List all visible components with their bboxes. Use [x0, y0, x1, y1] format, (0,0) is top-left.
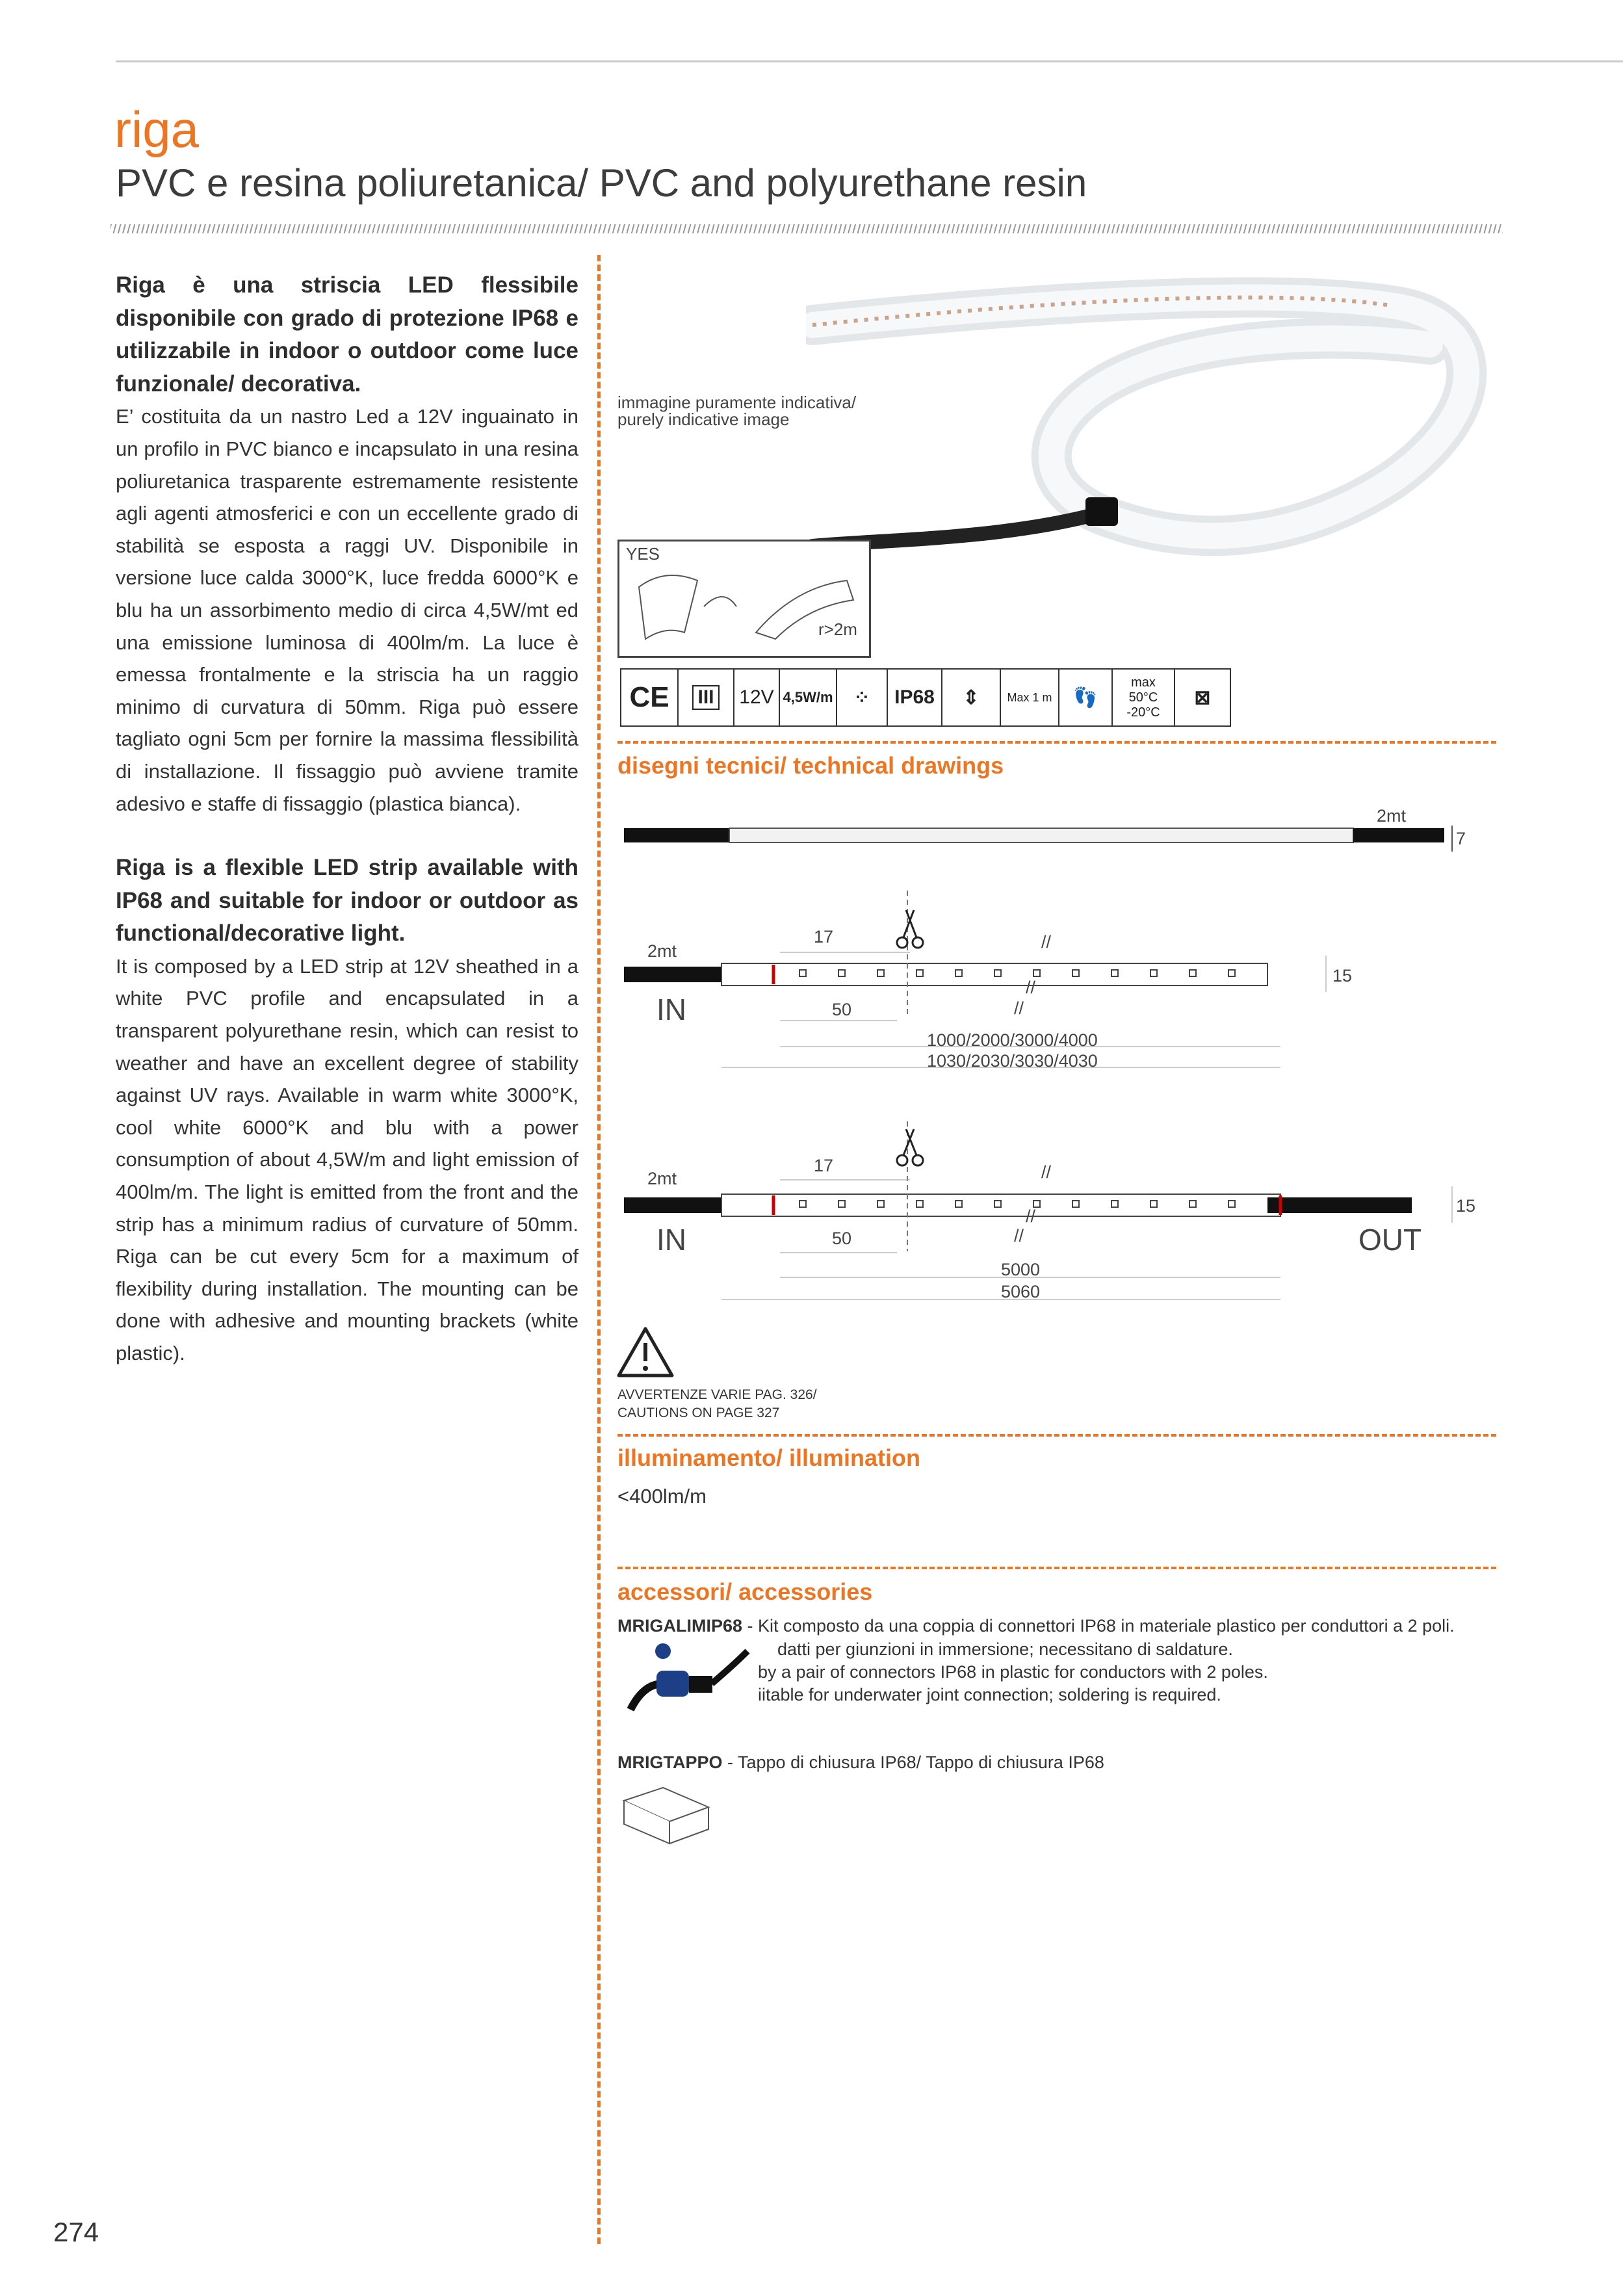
- d2-15-label: 15: [1456, 1196, 1476, 1216]
- d2-length-a: 5000: [1001, 1260, 1041, 1279]
- max-length-icon: Max 1 m: [1001, 670, 1059, 725]
- ce-icon: CE: [621, 670, 679, 725]
- d1-15-label: 15: [1332, 966, 1353, 985]
- body-it: E’ costituita da un nastro Led a 12V inguainato in un profilo in PVC bianco e incapsulato in una resina poliuretanica trasparente estremamente resistente agli agenti atmosferici e con un eccellente grado di stabilità se esposta a raggi UV. Disponibile in versione luce calda 3000°K, luce fredda 6000°K e blu ha un assorbimento medio di circa 4,5W/mt ed una emissione luminosa di 400lm/m. La luce è emessa frontalmente e la striscia ha un raggio minimo di curvatura di 50mm. Riga può essere tagliato ogni 5cm per fornire la massima flessibilità di installazione. Il fissaggio può avviene tramite adesivo e staffe di fissaggio (plastica bianca).: [116, 405, 578, 815]
- warning-icon: [616, 1326, 675, 1378]
- strip-profile-drawing: [617, 819, 1462, 858]
- yes-label: YES: [626, 544, 660, 564]
- product-photo: [806, 267, 1501, 605]
- section-divider: [617, 1434, 1496, 1437]
- d1-2mt-label: 2mt: [647, 941, 677, 961]
- description-en: [116, 852, 578, 1370]
- d1-break-top: //: [1041, 932, 1052, 952]
- d1-17-label: 17: [814, 927, 834, 946]
- power-icon: 4,5W/m: [780, 670, 837, 725]
- certification-icons: [620, 668, 1231, 727]
- voltage-icon: 12V: [734, 670, 780, 725]
- d1-length-a: 1000/2000/3000/4000: [927, 1030, 1098, 1050]
- weee-bin-icon: ⊠: [1194, 686, 1211, 709]
- arrows-icon: ⇕: [942, 670, 1001, 725]
- d2-out-label: OUT: [1358, 1223, 1422, 1257]
- hatch-divider: [110, 224, 1503, 233]
- drawings-title: disegni tecnici/ technical drawings: [617, 752, 1004, 779]
- illumination-title: illuminamento/ illumination: [617, 1444, 921, 1471]
- connector-icon: [617, 1638, 754, 1723]
- accessory-1-line-1: MRIGALIMIP68 - Kit composto da una coppia di connettori IP68 in materiale plastico per conduttori a 2 poli.: [617, 1616, 1455, 1636]
- d1-break-bottom: //: [1014, 998, 1024, 1018]
- accessories-title: accessori/ accessories: [617, 1578, 873, 1605]
- d2-in-label: IN: [656, 1223, 686, 1257]
- intro-en: Riga is a flexible LED strip available with IP68 and suitable for indoor or outdoor as functional/decorative light.: [116, 855, 578, 946]
- image-caption: immagine puramente indicativa/ purely indicative image: [617, 393, 857, 429]
- page-subtitle: PVC e resina poliuretanica/ PVC and polyurethane resin: [116, 161, 1087, 205]
- accessory-2-line: MRIGTAPPO - Tappo di chiusura IP68/ Tappo di chiusura IP68: [617, 1753, 1104, 1772]
- description-it: [116, 269, 578, 820]
- column-divider: [597, 255, 601, 2244]
- section-divider: [617, 741, 1496, 744]
- accessory-1-line-3: by a pair of connectors IP68 in plastic for conductors with 2 poles.: [758, 1662, 1268, 1682]
- accessory-1-line-4: iitable for underwater joint connection; soldering is required.: [758, 1685, 1221, 1704]
- d1-length-b: 1030/2030/3030/4030: [927, 1051, 1098, 1071]
- page-title: riga: [114, 101, 200, 158]
- page-number: 274: [53, 2217, 99, 2247]
- drawing-2-strip: [617, 1115, 1462, 1310]
- end-cap-icon: [617, 1781, 715, 1846]
- bending-box: [617, 540, 871, 658]
- top-rule: [116, 60, 1623, 62]
- class3-icon: III: [679, 670, 734, 725]
- illumination-value: <400lm/m: [617, 1485, 707, 1507]
- section-divider: [617, 1567, 1496, 1569]
- radius-label: r>2m: [818, 620, 857, 639]
- d1-break-mid: //: [1026, 978, 1036, 997]
- ip68-icon: IP68: [888, 670, 942, 725]
- d2-17-label: 17: [814, 1156, 834, 1175]
- footprint-icon: 👣: [1059, 670, 1113, 725]
- d2-break-bottom: //: [1014, 1226, 1024, 1246]
- led-dots-icon: ⁘: [837, 670, 888, 725]
- d2-break-mid: //: [1026, 1207, 1036, 1226]
- d2-50-label: 50: [832, 1229, 852, 1248]
- d2-break-top: //: [1041, 1162, 1052, 1182]
- warning-text: AVVERTENZE VARIE PAG. 326/ CAUTIONS ON PAGE 327: [617, 1387, 817, 1420]
- top-7-label: 7: [1456, 829, 1466, 848]
- temperature-icon: max 50°C -20°C: [1113, 670, 1175, 725]
- d2-length-b: 5060: [1001, 1282, 1041, 1301]
- d2-2mt-label: 2mt: [647, 1169, 677, 1188]
- body-en: It is composed by a LED strip at 12V sheathed in a white PVC profile and encapsulated in a transparent polyurethane resin, which can resist to weather and have an excellent degree of stability against UV rays. Available in warm white 3000°K, cool white 6000°K and blu with a power consumption of about 4,5W/m and light emission of 400lm/m. The light is emitted from the front and the strip has a minimum radius of curvature of 50mm. Riga can be cut every 5cm for a maximum of flexibility during installation. The mounting can be done with adhesive and mounting brackets (white plastic).: [116, 954, 578, 1364]
- accessory-1-line-2: datti per giunzioni in immersione; necessitano di saldature.: [777, 1639, 1233, 1659]
- d1-50-label: 50: [832, 1000, 852, 1019]
- top-2mt-label: 2mt: [1377, 806, 1407, 826]
- intro-it: Riga è una striscia LED flessibile disponibile con grado di protezione IP68 e utilizzabile in indoor o outdoor come luce funzionale/ decorativa.: [116, 272, 578, 397]
- d1-in-label: IN: [656, 993, 686, 1026]
